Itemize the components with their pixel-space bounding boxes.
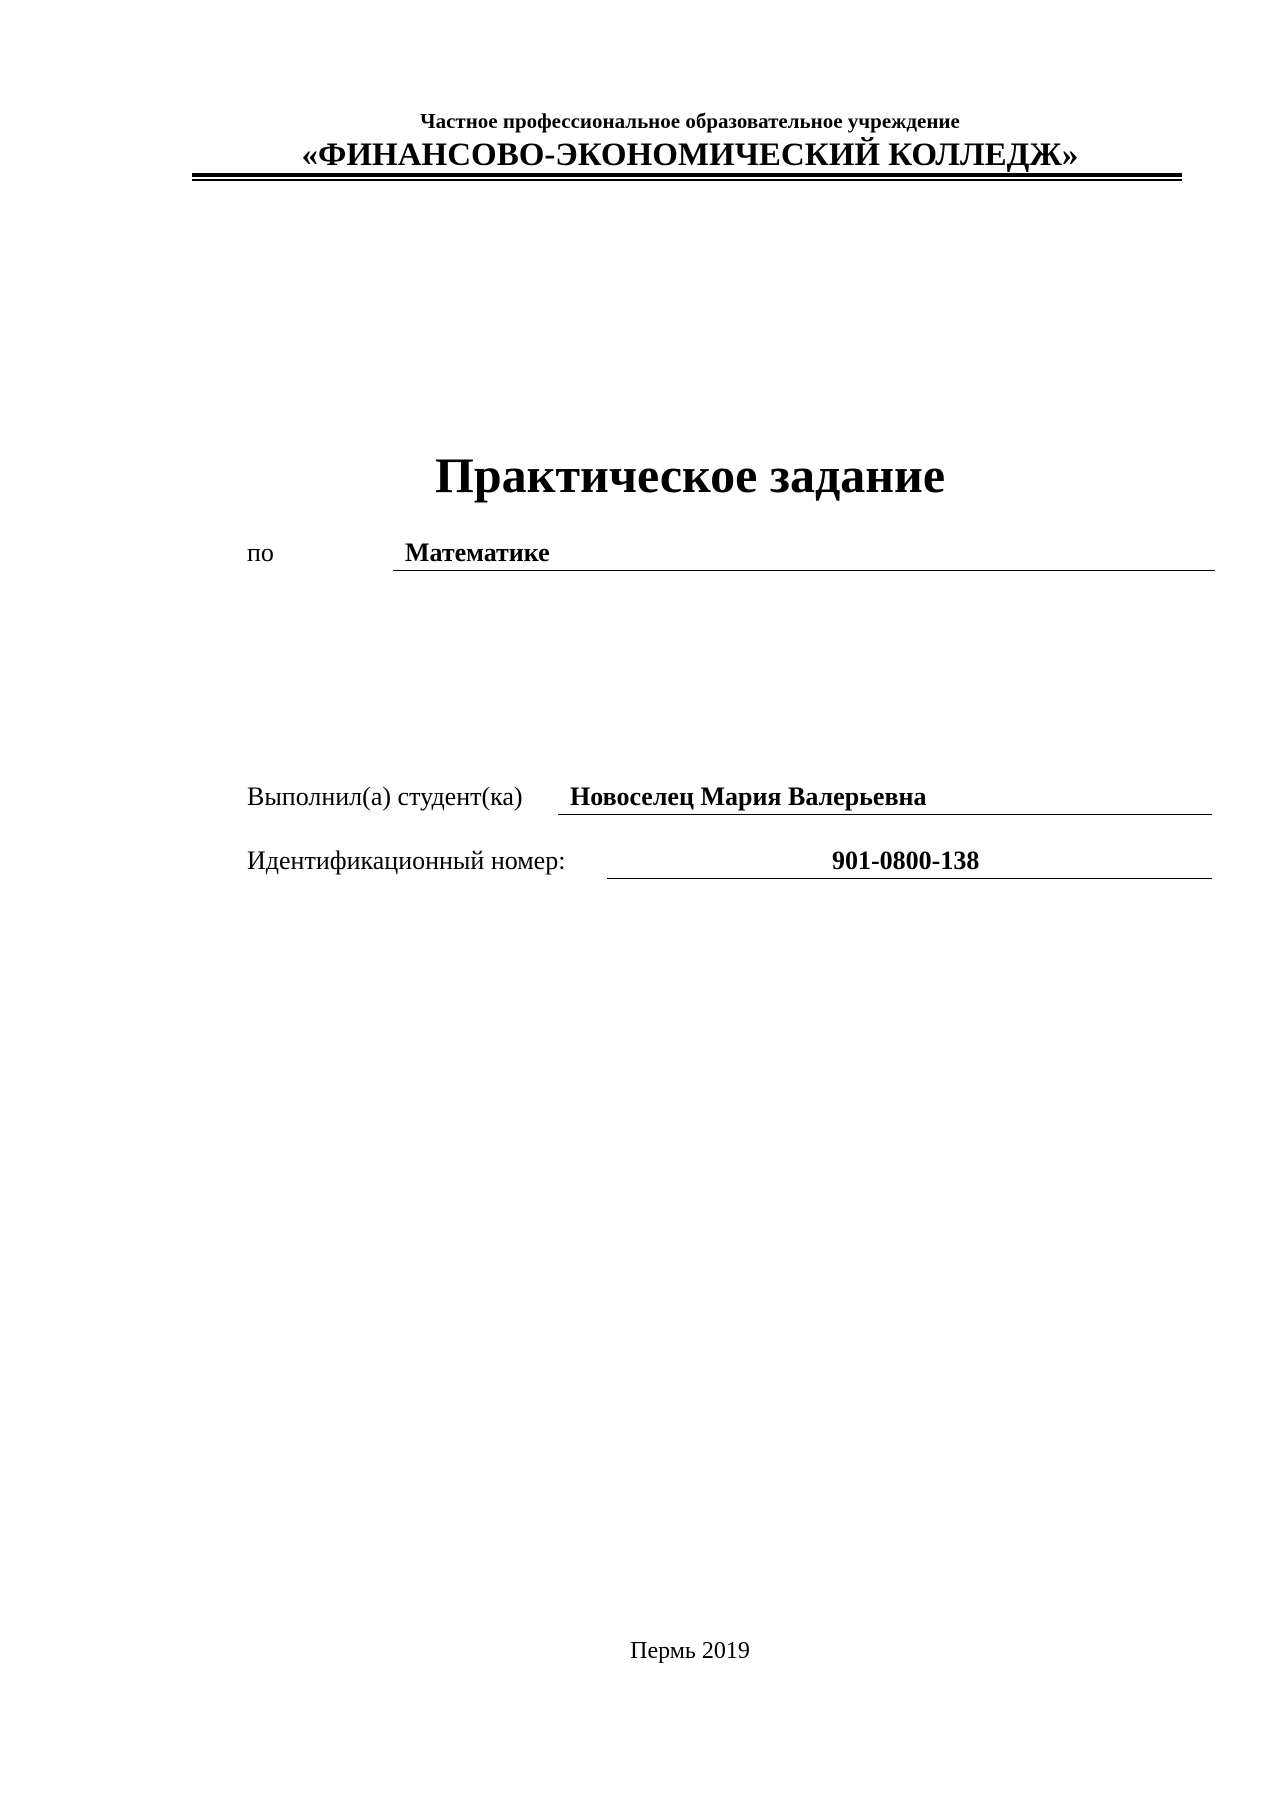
id-number-label: Идентификационный номер: [247, 846, 566, 875]
institution-name: «ФИНАНСОВО-ЭКОНОМИЧЕСКИЙ КОЛЛЕДЖ» [301, 137, 1079, 173]
institution-type: Частное профессиональное образовательное учреждение [420, 109, 960, 133]
footer-city-year: Пермь 2019 [630, 1638, 750, 1664]
header-rule-thin [192, 179, 1182, 181]
student-label: Выполнил(а) студент(ка) [247, 782, 523, 811]
header-rule-thick [192, 173, 1182, 177]
page-title: Практическое задание [434, 447, 946, 503]
student-name-value: Новоселец Мария Валерьевна [570, 782, 927, 811]
subject-label: по [247, 538, 274, 567]
subject-value: Математике [405, 538, 550, 567]
id-number-value: 901-0800-138 [832, 846, 980, 875]
